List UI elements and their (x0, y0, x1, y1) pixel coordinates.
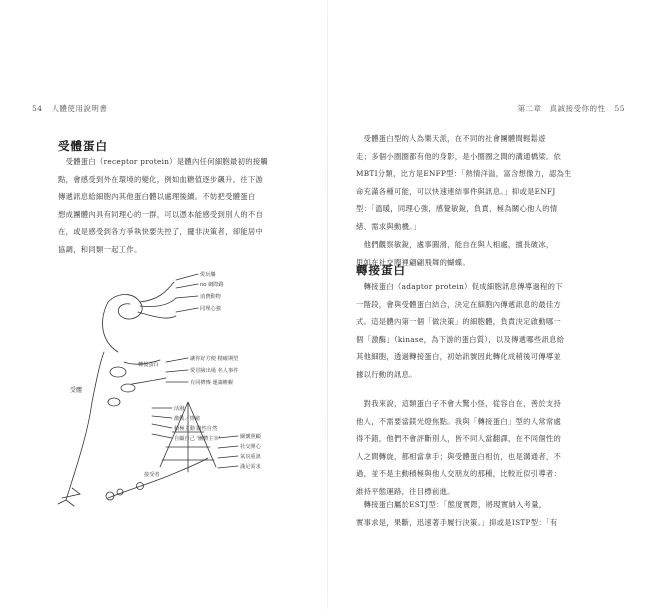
text-line: 在，或是感受到各方爭執快要失控了，擺非決策者，卻能居中 (58, 227, 264, 237)
sketch-label: 滿足需求 (240, 464, 261, 470)
sketch-label: 愛玩樂 (200, 272, 216, 278)
sketch-knot (108, 295, 142, 320)
sketch-label: 有同擠傳 運籌帷幄 (190, 380, 234, 386)
paragraph-receptor (58, 153, 302, 259)
sketch-label: 自顧自己 '團體主宰' (174, 436, 221, 442)
text-line: 個「激酶」（kinase，為下游的蛋白質），以及傳遞哪些訊息給 (356, 334, 565, 344)
sketch-low-label: 接受者 (144, 472, 160, 478)
paragraph-receptor-type (356, 130, 600, 236)
text-line: 過，並不是主動積極與他人交朋友的那種，比較近似引導者： (356, 469, 562, 479)
text-line: 得不錯，他們不會評斷別人，皆不同人當翻譯，在不同個性的 (356, 434, 562, 444)
sketch-label: 愛冒險出場 名人事件 (190, 368, 239, 374)
text-line: 傳遞訊息給細胞內其他蛋白體以處理後續。不妨把受體蛋白 (58, 192, 256, 202)
sketch-label: 關懷照顧 (240, 434, 261, 440)
sketch-fiber (66, 352, 104, 500)
text-line: 點，會感受到外在環境的變化，例如血糖值逐步飆升。往下游 (58, 174, 264, 184)
text-line: 受體蛋白型的人為樂天派，在不同的社會團體間輕鬆遊 (356, 134, 546, 143)
text-line: 維持平態運路，往目標前進。 (356, 486, 455, 496)
sketch-label: no 網際路 (200, 282, 224, 288)
chapter-title: 第二章 真誠接受你的性 (517, 104, 606, 113)
sketch-label: 讓你好方便 精確期望 (190, 356, 239, 362)
text-line: 對我來說，這類蛋白子不會大驚小怪，從容自在，善於支持 (356, 399, 562, 408)
page-number-right: 55 (614, 104, 625, 113)
sketch-label: 積極主動 隨性自然 (174, 426, 218, 432)
running-head-left (32, 103, 113, 114)
text-line: 甩如在社交圈裡翩翩飛舞的蝴蝶。 (356, 257, 470, 267)
text-line: 式。這是體內第一個「做決策」的細胞體，負責決定啟動哪一 (356, 317, 562, 327)
paragraph-adaptor-mbti (356, 496, 600, 531)
section-heading-adaptor: 轉接蛋白 (356, 263, 406, 277)
text-line: 實事求是，果斷，迅速著手履行決策。」抑或是ISTP型：「有 (356, 517, 558, 527)
text-line: 人之間轉旋，都相當拿手；與受體蛋白相仿，也是溝通者，不 (356, 451, 562, 461)
section-heading-receptor: 受體蛋白 (58, 139, 108, 153)
page-number-left: 54 (32, 104, 43, 113)
text-line: 緒、需求與動機。」 (356, 221, 421, 231)
text-line: 想成團體內具有同理心的一群，可以憑本能感受到別人的不自 (58, 209, 264, 219)
protein-sketch-illustration (48, 262, 298, 512)
sketch-label: 社交開心 (240, 444, 261, 450)
text-line: 他人，不需要當鎂光燈焦點。我與「轉接蛋白」型的人常常處 (356, 416, 562, 426)
sketch-mid-label: 轉接蛋白 (138, 362, 159, 368)
text-line: 轉接蛋白（adaptor protein）促成細胞訊息傳導過程的下 (356, 282, 563, 291)
text-line: 受體蛋白（receptor protein）是體內任何細胞最初的接觸 (58, 157, 268, 166)
sketch-label: 活潑 (174, 406, 185, 412)
left-page (0, 0, 327, 609)
text-line: 他們觀察敏銳，處事圓滑，能自在與人相處，擅長破冰， (356, 240, 554, 249)
sketch-label: 同理心強 (200, 306, 221, 312)
text-line: 轉接蛋白屬於ESTJ型：「態度實際，將現實納入考量， (356, 500, 547, 509)
book-title: 人體使用說明書 (51, 104, 108, 113)
sketch-label: 氣氛重訊 (240, 454, 261, 460)
text-line: 據以行動的訊息。 (356, 369, 417, 379)
text-line: 命充滿各種可能，可以快速連結事件與訊息。」抑或是ENFJ (356, 186, 556, 196)
sketch-side-label: 受體 (70, 387, 83, 394)
sketch-label: 激動／情緒 (174, 416, 200, 422)
paragraph-adaptor (356, 278, 600, 384)
text-line: 協調，和同類一起工作。 (58, 244, 142, 254)
paragraph-adaptor-personality (356, 395, 600, 501)
sketch-label: 消費動物 (200, 294, 221, 300)
text-line: 型：「溫暖，同理心強，感覺敏銳，負責，極為關心他人的情 (356, 204, 558, 214)
text-line: 走；多個小圈圈都有他的身影，是小圈圈之間的溝通橋梁。依 (356, 151, 562, 161)
text-line: 一階段，會與受體蛋白結合，決定在細胞內傳遞訊息的最佳方 (356, 299, 562, 309)
text-line: MBTI分類，比方是ENFP型：「熱情洋溢，富含想像力，認為生 (356, 169, 572, 179)
text-line: 其他細胞，透過轉接蛋白，初始訊號因此轉化成稍後可傳導並 (356, 352, 562, 362)
running-head-right (512, 103, 625, 114)
